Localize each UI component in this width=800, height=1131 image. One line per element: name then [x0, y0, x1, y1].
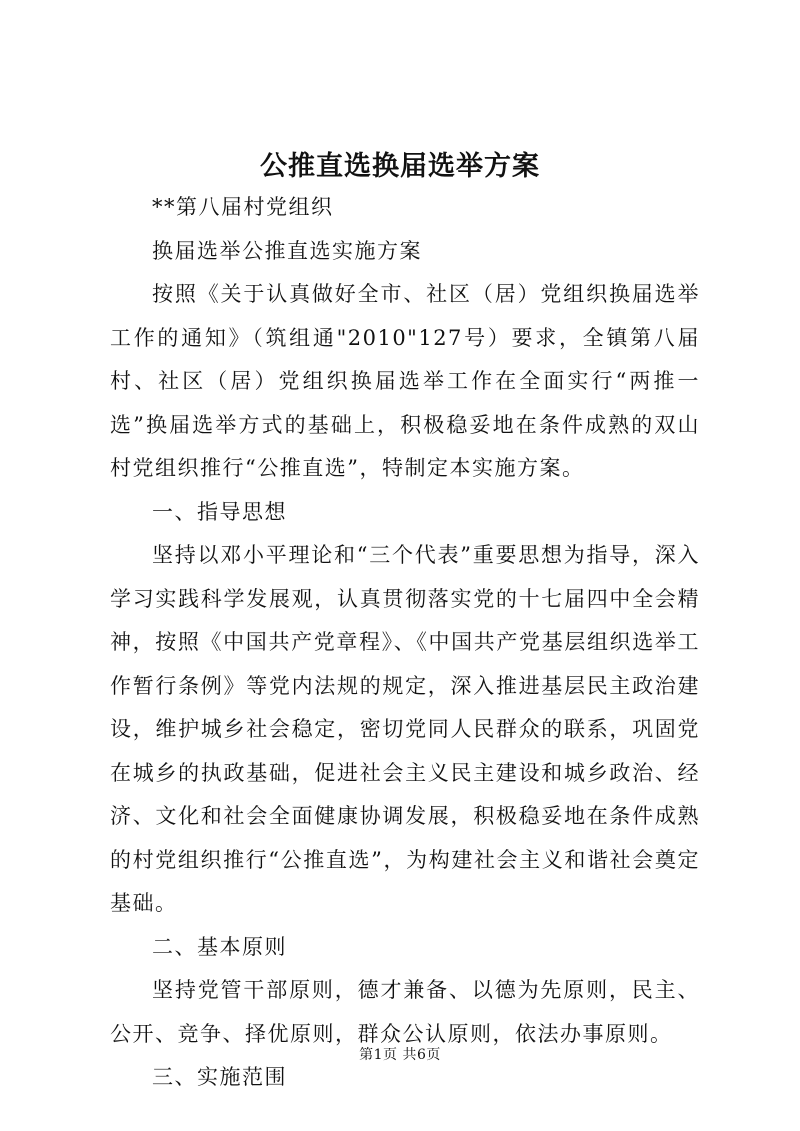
paragraph-basic-principles: 坚持党管干部原则，德才兼备、以德为先原则，民主、公开、竞争、择优原则，群众公认原则，依法办事原则。: [110, 978, 700, 1046]
paragraph-plan-subtitle: 换届选举公推直选实施方案: [152, 238, 422, 263]
page-footer: 第1页 共6页: [359, 1047, 441, 1063]
paragraph-org-name: **第八届村党组织: [152, 195, 334, 219]
paragraph-intro: 按照《关于认真做好全市、社区（居）党组织换届选举工作的通知》（筑组通"2010"127号）要求，全镇第八届村、社区（居）党组织换届选举工作在全面实行“两推一选”换届选举方式的基础上，积极稳妥地在条件成熟的双山村党组织推行“公推直选”，特制定本实施方案。: [110, 282, 700, 480]
paragraph-guiding-thought: 坚持以邓小平理论和“三个代表”重要思想为指导，深入学习实践科学发展观，认真贯彻落实党的十七届四中全会精神，按照《中国共产党章程》、《中国共产党基层组织选举工作暂行条例》等党内法规的规定，深入推进基层民主政治建设，维护城乡社会稳定，密切党同人民群众的联系，巩固党在城乡的执政基础，促进社会主义民主建设和城乡政治、经济、文化和社会全面健康协调发展，积极稳妥地在条件成熟的村党组织推行“公推直选”，为构建社会主义和谐社会奠定基础。: [110, 543, 700, 915]
document-body: [110, 186, 700, 1100]
section-heading-scope: 三、实施范围: [152, 1065, 287, 1089]
section-heading-basic-principles: 二、基本原则: [152, 934, 287, 959]
document-title: 公推直选换届选举方案: [260, 151, 540, 182]
section-heading-guiding-thought: 一、指导思想: [152, 499, 287, 524]
